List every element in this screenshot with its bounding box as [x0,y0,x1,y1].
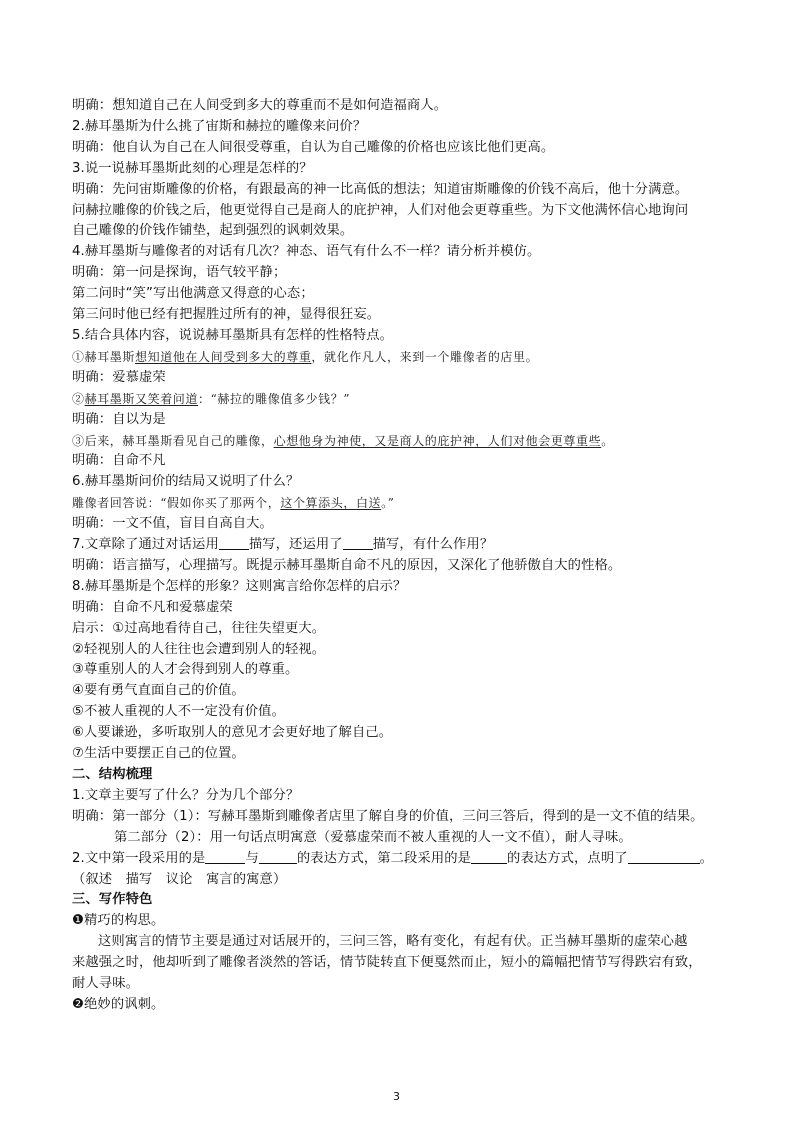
quote-line [72,431,732,452]
fill-blank [205,850,245,864]
text-line: ⑦生活中要摆正自己的位置。 [72,746,245,762]
text-line: ④要有勇气直面自己的价值。 [72,683,245,699]
question-line: 2.赫耳墨斯为什么挑了宙斯和赫拉的雕像来问价？ [72,118,367,134]
document-body [72,96,732,1016]
text-line: 明确：语言描写，心理描写。既提示赫耳墨斯自命不凡的原因，又深化了他骄傲自大的性格。 [72,557,622,573]
underlined-quote: 赫耳墨斯又笑着问道 [84,391,199,406]
underlined-quote: 心想他身为神使，又是商人的庇护神，人们对他会更尊重些 [273,433,602,448]
text-line: 明确：先问宙斯雕像的价格，有跟最高的神一比高低的想法；知道宙斯雕像的价钱不高后，他十分满意。 [72,181,689,197]
question-text: 描写，有什么作用？ [372,537,494,553]
fill-blank [628,850,700,864]
text-line: 第二问时“笑”写出他满意又得意的心态； [72,286,314,302]
text-line: 明确：一文不值，盲目自高自大。 [72,516,273,532]
fill-blank [259,850,297,864]
quote-text: ①赫耳墨斯 [72,349,136,364]
section-heading: 二、结构梳理 [72,767,153,782]
question-text: 。 [699,850,714,866]
paragraph-line: 耐人寻味。 [72,976,139,992]
fill-blank [219,536,249,550]
question-text: 2.文中第一段采用的是 [72,850,206,866]
quote-line [72,347,732,368]
question-line: 6.赫耳墨斯问价的结局又说明了什么？ [72,474,300,490]
text-line: 明确：想知道自己在人间受到多大的尊重而不是如何造福商人。 [72,98,448,113]
question-line: 8.赫耳墨斯是个怎样的形象？这则寓言给你怎样的启示？ [72,578,407,594]
underlined-quote: 这个算添头，白送 [280,496,382,511]
text-line: 明确：自命不凡 [72,453,166,469]
quote-text: 。” [381,496,395,511]
question-text: 的表达方式，点明了 [507,850,628,866]
quote-text: 雕像者回答说：“假如你买了那两个， [72,496,281,511]
underlined-quote: 想知道他在人间受到多大的尊重 [135,349,312,364]
question-line: 3.说一说赫耳墨斯此刻的心理是怎样的？ [72,160,313,176]
text-line: 启示：①过高地看待自己，往往失望更大。 [72,620,326,636]
text-line: ⑤不被人重视的人不一定没有价值。 [72,704,285,720]
fill-blank [343,536,373,550]
question-text: 的表达方式，第二段采用的是 [296,850,472,866]
text-line: ②轻视别人的人往往也会遭到别人的轻视。 [72,641,326,657]
text-line: 第三问时他已经有把握胜过所有的神，显得很狂妄。 [72,307,381,323]
text-line: ⑥人要谦逊，多听取别人的意见才会更好地了解自己。 [72,725,393,741]
paragraph-line: 这则寓言的情节主要是通过对话展开的，三问三答，略有变化，有起有伏。正当赫耳墨斯的虚荣心越 [98,934,688,950]
text-line: 第二部分（2）：用一句话点明寓意（爱慕虚荣而不被人重视的人一文不值），耐人寻味。 [114,829,632,845]
quote-line [72,389,732,410]
subheading-line: ❷绝妙的讽刺。 [72,996,165,1012]
text-line: 明确：第一部分（1）：写赫耳墨斯到雕像者店里了解自身的价值，三问三答后，得到的是一文不值的结果。 [72,808,704,824]
text-line: 问赫拉雕像的价钱之后，他更觉得自己是商人的庇护神，人们对他会更尊重些。为下文他满怀信心地询问 [72,202,689,218]
quote-text: 。 [601,433,614,448]
quote-text: ：“赫拉的雕像值多少钱？” [198,391,351,406]
text-line: 明确：自命不凡和爱慕虚荣 [72,599,233,615]
text-line: 自己雕像的价钱作铺垫，起到强烈的讽刺效果。 [72,223,354,239]
text-line: 明确：爱慕虚荣 [72,369,166,385]
question-text: 7.文章除了通过对话运用 [72,537,219,553]
text-line: 明确：自以为是 [72,411,166,427]
question-text: 与 [245,850,259,866]
text-line: ③尊重别人的人才会得到别人的尊重。 [72,662,299,678]
subheading-line: ❶精巧的构思。 [72,913,165,929]
text-line: 明确：第一问是探询，语气较平静； [72,265,287,281]
section-heading: 三、写作特色 [72,892,153,908]
quote-line [72,493,732,514]
question-line: 5.结合具体内容，说说赫耳墨斯具有怎样的性格特点。 [72,327,394,343]
text-line: 明确：他自认为自己在人间很受尊重，自认为自己雕像的价格也应该比他们更高。 [72,139,555,155]
text-line: （叙述 描写 议论 寓言的寓意） [72,871,287,887]
question-line [72,535,732,556]
question-text: 描写，还运用了 [248,537,343,553]
quote-text: ③后来，赫耳墨斯看见自己的雕像， [72,433,274,448]
question-line: 4.赫耳墨斯与雕像者的对话有几次？神态、语气有什么不一样？请分析并模仿。 [72,244,541,260]
quote-text: ② [72,391,85,406]
fill-blank [471,850,507,864]
quote-text: ，就化作凡人，来到一个雕像者的店里。 [311,349,539,364]
question-line: 1.文章主要写了什么？分为几个部分？ [72,787,300,803]
question-line [72,849,732,870]
paragraph-line: 来越强之时，他却听到了雕像者淡然的答话，情节陡转直下便戛然而止，短小的篇幅把情节写得跌宕有致， [72,955,702,971]
page-number: 3 [393,1090,400,1103]
